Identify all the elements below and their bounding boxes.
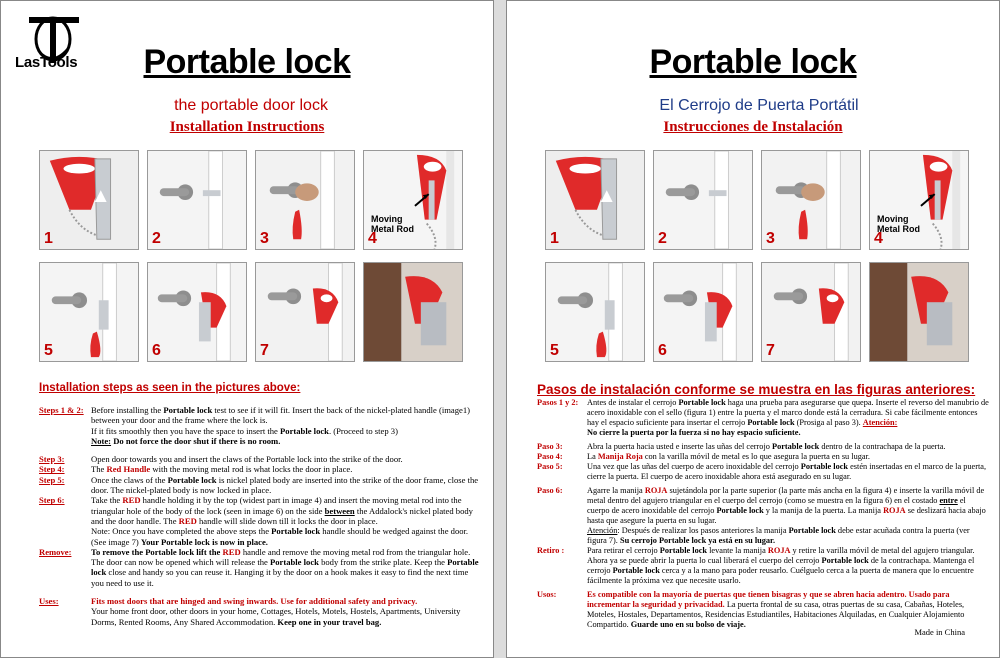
steps-list bbox=[39, 405, 479, 627]
step-text: Once the claws of the Portable lock is nickel plated body are inserted into the strike of the door frame, close the door. The nickel-plated body is now locked in place. bbox=[91, 474, 479, 496]
step-row-6 bbox=[537, 486, 989, 546]
step-photo-6 bbox=[147, 262, 247, 362]
step-label: Step 5: bbox=[39, 474, 65, 485]
steps-heading: Installation steps as seen in the pictures above: bbox=[39, 382, 301, 394]
step-photo-7 bbox=[255, 262, 355, 362]
step-row-4 bbox=[39, 464, 479, 474]
step-photo-5 bbox=[39, 262, 139, 362]
page-subtitle: El Cerrojo de Puerta Portátil bbox=[659, 97, 859, 114]
step-label: Remove: bbox=[39, 546, 72, 557]
step-row-5 bbox=[537, 462, 989, 482]
step-row-5 bbox=[39, 475, 479, 496]
photo-number: 3 bbox=[766, 230, 775, 247]
photo-number: 7 bbox=[260, 342, 269, 359]
instructions-heading: Installation Instructions bbox=[169, 119, 325, 135]
step-row-1-2 bbox=[39, 405, 479, 446]
instructions-heading: Instrucciones de Instalación bbox=[663, 119, 843, 135]
english-instruction-sheet bbox=[0, 0, 494, 658]
photo-number: 7 bbox=[766, 342, 775, 359]
step-label: Retiro : bbox=[537, 546, 565, 555]
installed-lock-closeup-image bbox=[364, 263, 462, 361]
step-text: Antes de instalar el cerrojo Portable lock haga una prueba para asegurarse que quepa. Inserte el reverso del manubrio de acero inoxidable con el sello (figura 1) entre la puerta y el marco donde está la cerradura. Si cabe fácilmente entonces hay el espacio suficiente para insertar el cerrojo Portable lock (Prosiga al paso 3). Atención: No cierre la puerta por la fuerza si no hay espacio suficiente. bbox=[587, 398, 989, 437]
moving-rod-image bbox=[364, 151, 462, 249]
spanish-instruction-sheet bbox=[506, 0, 1000, 658]
triangle-hole-image bbox=[148, 263, 246, 361]
step-label: Step 3: bbox=[39, 454, 65, 465]
step-label: Step 4: bbox=[39, 464, 65, 475]
page-title: Portable lock bbox=[143, 43, 351, 81]
step-row-usos bbox=[537, 590, 989, 630]
photo-number: 1 bbox=[44, 230, 53, 247]
photo-number: 4 bbox=[874, 230, 883, 247]
step-photo-grid bbox=[39, 150, 463, 364]
step-text: La Manija Roja con la varilla móvil de metal es lo que asegura la puerta en su lugar. bbox=[587, 452, 870, 461]
step-text: To remove the Portable lock lift the RED handle and remove the moving metal rod from the triangular hole. The door can now be opened which will release the Portable lock body from the strike plate. Keep the Portable lock close and handy so you can reuse it. Hanging it by the door on a hook makes it easy to find the next time you need to use it. bbox=[91, 546, 479, 588]
made-in-label: Made in China bbox=[914, 627, 965, 637]
red-handle-image bbox=[546, 263, 644, 361]
insert-claws-image bbox=[256, 151, 354, 249]
step-label: Paso 5: bbox=[537, 462, 563, 471]
photo-number: 2 bbox=[152, 230, 161, 247]
step-row-3 bbox=[39, 454, 479, 464]
step-text: Una vez que las uñas del cuerpo de acero inoxidable del cerrojo Portable lock estén insertadas en el marco de la puerta, cierre la puerta. El cuerpo de acero inoxidable ahora está asegurado en su lugar. bbox=[587, 462, 987, 481]
steps-list bbox=[537, 398, 989, 630]
door-handle-image bbox=[654, 151, 752, 249]
step-row-1-2 bbox=[537, 398, 989, 438]
page-subtitle: the portable door lock bbox=[174, 97, 328, 114]
step-row-remove bbox=[39, 547, 479, 588]
step-text: Abra la puerta hacia usted e inserte las uñas del cerrojo Portable lock dentro de la contrachapa de la puerta. bbox=[587, 442, 946, 451]
step-text: Para retirar el cerrojo Portable lock levante la manija ROJA y retire la varilla móvil de metal del agujero triangular. Ahora ya se puede abrir la puerta lo cual liberará el cuerpo del cerrojo Portable lock de la contrachapa. Mantenga el cerrojo Portable lock cerca y a la mano para poder reusarlo. Cuélguelo cerca a la puerta de manera que lo encuentre fácilmente la próxima vez que necesite usarlo. bbox=[587, 546, 975, 585]
photo-number: 5 bbox=[44, 342, 53, 359]
step-photo-1 bbox=[545, 150, 645, 250]
step-photo-3 bbox=[761, 150, 861, 250]
step-text: Open door towards you and insert the claws of the Portable lock into the strike of the door. bbox=[91, 454, 403, 465]
step-text: Fits most doors that are hinged and swing inwards. Use for additional safety and privacy. Your home front door, other doors in your home, Cottages, Hotels, Motels, Hostels, Apartments, University Dorms, Rented Rooms, Any Shared Accommodation. Keep one in your travel bag. bbox=[91, 596, 461, 627]
photo-number: 6 bbox=[152, 342, 161, 359]
step-row-uses bbox=[39, 596, 479, 627]
steps-heading: Pasos de instalación conforme se muestra en las figuras anteriores: bbox=[537, 382, 976, 397]
photo-number: 1 bbox=[550, 230, 559, 247]
photo-number: 4 bbox=[368, 230, 377, 247]
step-photo-6 bbox=[653, 262, 753, 362]
photo-number: 2 bbox=[658, 230, 667, 247]
step-label: Step 6: bbox=[39, 495, 65, 506]
photo-number: 6 bbox=[658, 342, 667, 359]
photo-number: 3 bbox=[260, 230, 269, 247]
moving-rod-label: Moving Metal Rod bbox=[371, 214, 415, 234]
step-label: Pasos 1 y 2: bbox=[537, 398, 579, 407]
step-photo-2 bbox=[147, 150, 247, 250]
step-row-retiro bbox=[537, 546, 989, 586]
step-row-6 bbox=[39, 495, 479, 546]
step-photo-2 bbox=[653, 150, 753, 250]
lock-in-place-image bbox=[256, 263, 354, 361]
step-photo-4 bbox=[363, 150, 463, 250]
lock-product-image bbox=[40, 151, 138, 249]
moving-rod-image bbox=[870, 151, 968, 249]
lock-product-image bbox=[546, 151, 644, 249]
step-photo-7 bbox=[761, 262, 861, 362]
step-label: Paso 3: bbox=[537, 442, 563, 451]
photo-number: 5 bbox=[550, 342, 559, 359]
step-text: The Red Handle with the moving metal rod is what locks the door in place. bbox=[91, 464, 353, 475]
page-title: Portable lock bbox=[649, 43, 857, 81]
moving-rod-label: Moving Metal Rod bbox=[877, 214, 921, 234]
step-text: Before installing the Portable lock test to see if it will fit. Insert the back of the nickel-plated handle (image1) between your door and the frame where the lock is. If it fits smoothly then you have the space to insert the Portable lock. (Proceed to step 3) Note: Do not force the door shut if there is no room. bbox=[91, 405, 470, 446]
step-label: Usos: bbox=[537, 590, 557, 599]
step-photo-8 bbox=[869, 262, 969, 362]
step-photo-3 bbox=[255, 150, 355, 250]
step-text: Es compatible con la mayoría de puertas que tienen bisagras y que se abren hacia adentro. Usado para incrementar la seguridad y privacidad. La puerta frontal de su casa, otras puertas de su casa, Cabañas, Hoteles, Moteles, Hostales, Departamentos, Residencias Estudiantiles, Habitaciones Alquiladas, en Cualquier Alojamiento Compartido. Guarde uno en su bolso de viaje. bbox=[587, 590, 965, 629]
step-row-4 bbox=[537, 452, 989, 462]
step-label: Paso 4: bbox=[537, 452, 563, 461]
step-row-3 bbox=[537, 442, 989, 452]
step-photo-8 bbox=[363, 262, 463, 362]
lock-in-place-image bbox=[762, 263, 860, 361]
step-text: Agarre la manija ROJA sujetándola por la parte superior (la parte más ancha en la figura 4) e inserte la varilla móvil de metal dentro del agujero triangular en el cuerpo del cerrojo (como se muestra en la figura 6) en el costado entre el cuerpo de acero inoxidable del cerrojo Portable lock y la manija de la puerta. La manija ROJA se deslizará hacia abajo hasta que asegure la puerta en su lugar. Atención: Después de realizar los pasos anteriores la manija Portable lock debe estar acuñada contra la puerta (ver figura 7). Su cerrojo Portable lock ya está en su lugar. bbox=[587, 486, 986, 545]
brand-logo-text: LasTools bbox=[15, 54, 78, 71]
red-handle-image bbox=[40, 263, 138, 361]
door-handle-image bbox=[148, 151, 246, 249]
step-label: Uses: bbox=[39, 596, 59, 607]
step-label: Steps 1 & 2: bbox=[39, 405, 84, 415]
step-photo-1 bbox=[39, 150, 139, 250]
step-photo-4 bbox=[869, 150, 969, 250]
step-label: Paso 6: bbox=[537, 486, 563, 495]
insert-claws-image bbox=[762, 151, 860, 249]
installed-lock-closeup-image bbox=[870, 263, 968, 361]
step-photo-5 bbox=[545, 262, 645, 362]
step-text: Take the RED handle holding it by the top (widest part in image 4) and insert the moving metal rod into the triangular hole of the body of the lock (seen in image 6) on the side between the Addalock's nickel plated body and the door handle. The RED handle will slide down till it locks the door in place. Note: Once you have completed the above steps the Portable lock handle should be wedged against the door. (See image 7) Your Portable lock is now in place. bbox=[91, 495, 473, 547]
step-photo-grid bbox=[545, 150, 969, 364]
triangle-hole-image bbox=[654, 263, 752, 361]
